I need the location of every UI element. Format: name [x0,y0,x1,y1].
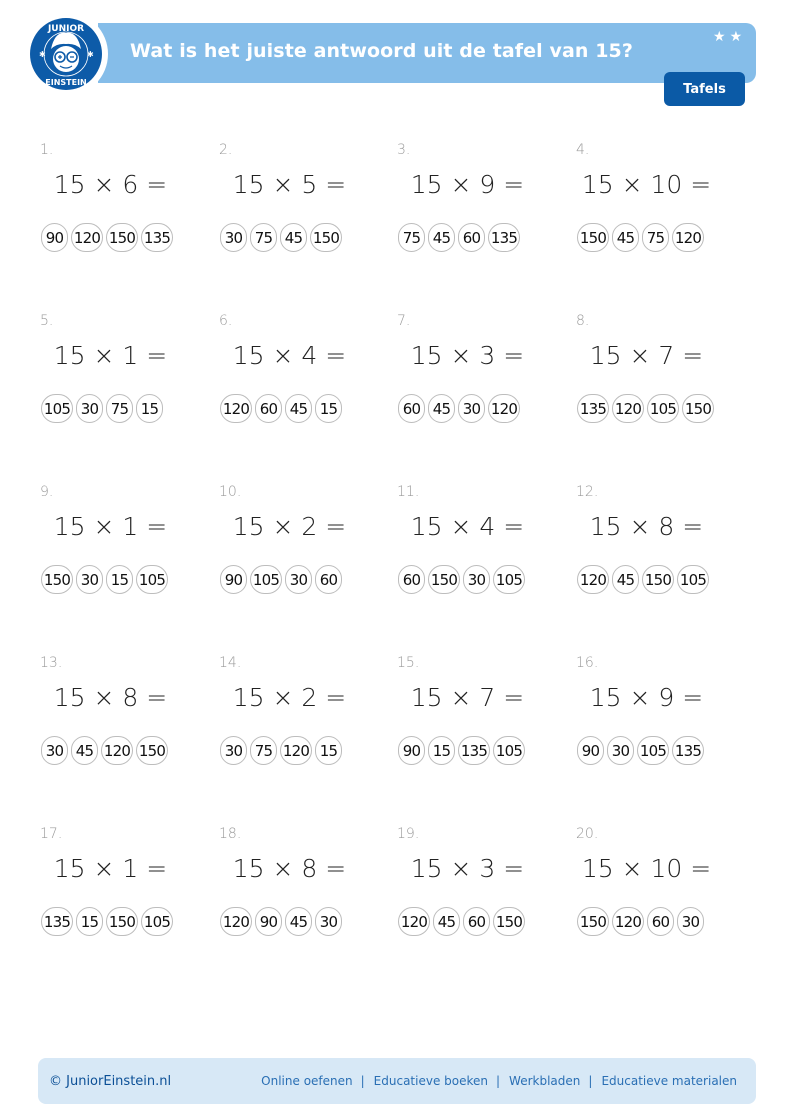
answer-choices [220,223,342,252]
exercise-equation: 15 × 2 = [232,683,347,712]
answer-choice-button[interactable]: 90 [577,736,604,765]
footer-link-educatieve-materialen[interactable]: Educatieve materialen [601,1074,737,1088]
exercise-number: 20. [576,826,599,842]
answer-choice-button[interactable]: 45 [71,736,98,765]
exercise-equation: 15 × 1 = [53,512,168,541]
answer-choices [577,394,714,423]
answer-choices [220,736,342,765]
answer-choice-button[interactable]: 30 [315,907,342,936]
exercise-equation: 15 × 4 = [410,512,525,541]
answer-choice-button[interactable]: 60 [398,565,425,594]
answer-choice-button[interactable]: 45 [612,565,639,594]
answer-choice-button[interactable]: 45 [285,907,312,936]
exercise-number: 16. [576,655,599,671]
answer-choice-button[interactable]: 75 [250,223,277,252]
answer-choice-button[interactable]: 75 [106,394,133,423]
exercise-item [574,480,752,640]
exercise-number: 9. [40,484,54,500]
footer-copyright: © JuniorEinstein.nl [49,1073,172,1089]
answer-choice-button[interactable]: 120 [612,394,644,423]
answer-choice-button[interactable]: 30 [677,907,704,936]
exercise-equation: 15 × 10 = [581,170,712,199]
answer-choice-button[interactable]: 30 [607,736,634,765]
answer-choice-button[interactable]: 135 [577,394,609,423]
exercise-number: 11. [397,484,420,500]
exercise-item [38,138,216,298]
answer-choice-button[interactable]: 120 [488,394,520,423]
svg-text:✱: ✱ [39,50,46,59]
answer-choice-button[interactable]: 15 [136,394,163,423]
answer-choice-button[interactable]: 60 [458,223,485,252]
footer [38,1058,756,1104]
answer-choice-button[interactable]: 30 [463,565,490,594]
answer-choice-button[interactable]: 75 [642,223,669,252]
answer-choice-button[interactable]: 90 [220,565,247,594]
answer-choice-button[interactable]: 45 [428,223,455,252]
page-title: Wat is het juiste antwoord uit de tafel van 15? [130,40,633,62]
footer-separator: | [496,1074,501,1088]
answer-choice-button[interactable]: 60 [647,907,674,936]
answer-choice-button[interactable]: 120 [71,223,103,252]
answer-choice-button[interactable]: 105 [493,565,525,594]
exercise-equation: 15 × 10 = [581,854,712,883]
exercise-item [574,138,752,298]
exercise-equation: 15 × 1 = [53,341,168,370]
exercise-item [38,651,216,811]
svg-text:JUNIOR: JUNIOR [47,24,85,34]
exercise-item [395,138,573,298]
exercise-equation: 15 × 9 = [589,683,704,712]
exercise-item [38,480,216,640]
svg-text:✱: ✱ [87,50,94,59]
exercise-number: 7. [397,313,411,329]
answer-choice-button[interactable]: 135 [41,907,73,936]
answer-choice-button[interactable]: 150 [41,565,73,594]
exercise-number: 4. [576,142,590,158]
answer-choice-button[interactable]: 15 [76,907,103,936]
answer-choice-button[interactable]: 45 [433,907,460,936]
answer-choices [398,565,525,594]
junior-einstein-logo-icon [29,17,103,91]
answer-choice-button[interactable]: 30 [220,223,247,252]
answer-choice-button[interactable]: 60 [255,394,282,423]
answer-choice-button[interactable]: 105 [637,736,669,765]
exercise-equation: 15 × 3 = [410,341,525,370]
exercise-item [217,651,395,811]
answer-choice-button[interactable]: 75 [250,736,277,765]
answer-choice-button[interactable]: 60 [463,907,490,936]
answer-choice-button[interactable]: 45 [428,394,455,423]
exercise-number: 13. [40,655,63,671]
answer-choice-button[interactable]: 30 [76,565,103,594]
exercise-item [574,309,752,469]
answer-choice-button[interactable]: 105 [647,394,679,423]
star-icon: ★ [713,28,726,44]
exercise-item [217,480,395,640]
exercise-equation: 15 × 7 = [410,683,525,712]
answer-choice-button[interactable]: 30 [76,394,103,423]
answer-choice-button[interactable]: 150 [577,907,609,936]
exercise-number: 10. [219,484,242,500]
answer-choice-button[interactable]: 150 [106,907,138,936]
answer-choice-button[interactable]: 30 [285,565,312,594]
footer-links [261,1074,737,1088]
answer-choice-button[interactable]: 30 [458,394,485,423]
answer-choice-button[interactable]: 90 [41,223,68,252]
footer-separator: | [588,1074,593,1088]
exercise-equation: 15 × 7 = [589,341,704,370]
answer-choice-button[interactable]: 150 [642,565,674,594]
exercise-item [217,138,395,298]
answer-choice-button[interactable]: 120 [220,907,252,936]
exercise-item [38,822,216,982]
answer-choice-button[interactable]: 150 [428,565,460,594]
answer-choice-button[interactable]: 15 [428,736,455,765]
answer-choice-button[interactable]: 60 [315,565,342,594]
footer-link-educatieve-boeken[interactable]: Educatieve boeken [373,1074,488,1088]
exercise-number: 18. [219,826,242,842]
answer-choice-button[interactable]: 105 [41,394,73,423]
difficulty-stars [713,28,742,44]
exercise-equation: 15 × 1 = [53,854,168,883]
exercise-equation: 15 × 8 = [589,512,704,541]
footer-link-online-oefenen[interactable]: Online oefenen [261,1074,353,1088]
answer-choice-button[interactable]: 30 [41,736,68,765]
exercise-item [574,651,752,811]
exercise-equation: 15 × 5 = [232,170,347,199]
exercise-number: 17. [40,826,63,842]
answer-choice-button[interactable]: 45 [280,223,307,252]
answer-choice-button[interactable]: 120 [280,736,312,765]
answer-choice-button[interactable]: 120 [612,907,644,936]
answer-choice-button[interactable]: 120 [220,394,252,423]
answer-choice-button[interactable]: 105 [250,565,282,594]
exercise-number: 12. [576,484,599,500]
exercise-number: 1. [40,142,54,158]
answer-choice-button[interactable]: 90 [255,907,282,936]
answer-choice-button[interactable]: 15 [315,394,342,423]
answer-choice-button[interactable]: 15 [106,565,133,594]
answer-choices [41,394,163,423]
exercise-number: 5. [40,313,54,329]
answer-choice-button[interactable]: 150 [577,223,609,252]
footer-separator: | [360,1074,365,1088]
answer-choices [220,394,342,423]
footer-link-werkbladen[interactable]: Werkbladen [509,1074,581,1088]
answer-choices [398,907,525,936]
answer-choice-button[interactable]: 150 [493,907,525,936]
answer-choice-button[interactable]: 15 [315,736,342,765]
exercise-item [38,309,216,469]
svg-text:EINSTEIN: EINSTEIN [45,78,87,87]
exercise-equation: 15 × 8 = [232,854,347,883]
answer-choices [220,907,342,936]
exercise-item [574,822,752,982]
exercise-number: 19. [397,826,420,842]
answer-choice-button[interactable]: 105 [677,565,709,594]
answer-choice-button[interactable]: 105 [493,736,525,765]
answer-choice-button[interactable]: 45 [285,394,312,423]
exercise-number: 6. [219,313,233,329]
answer-choices [398,394,520,423]
answer-choice-button[interactable]: 135 [458,736,490,765]
star-icon: ★ [729,28,743,44]
exercise-number: 14. [219,655,242,671]
answer-choices [398,736,525,765]
answer-choices [41,907,173,936]
answer-choices [577,907,704,936]
answer-choices [577,736,704,765]
answer-choice-button[interactable]: 45 [612,223,639,252]
answer-choices [220,565,342,594]
category-tag-button[interactable]: Tafels [664,72,745,106]
answer-choice-button[interactable]: 150 [106,223,138,252]
answer-choices [398,223,520,252]
exercise-equation: 15 × 4 = [232,341,347,370]
exercise-equation: 15 × 2 = [232,512,347,541]
answer-choice-button[interactable]: 75 [398,223,425,252]
answer-choice-button[interactable]: 90 [398,736,425,765]
answer-choice-button[interactable]: 120 [101,736,133,765]
answer-choices [41,736,168,765]
exercise-number: 2. [219,142,233,158]
exercise-item [217,822,395,982]
answer-choices [41,565,168,594]
answer-choices [577,565,709,594]
exercise-equation: 15 × 8 = [53,683,168,712]
answer-choices [41,223,173,252]
exercise-item [395,822,573,982]
exercise-item [395,480,573,640]
answer-choice-button[interactable]: 150 [310,223,342,252]
exercise-item [395,309,573,469]
answer-choice-button[interactable]: 135 [672,736,704,765]
exercise-number: 8. [576,313,590,329]
exercise-number: 3. [397,142,411,158]
answer-choice-button[interactable]: 60 [398,394,425,423]
answer-choice-button[interactable]: 120 [398,907,430,936]
exercise-item [395,651,573,811]
answer-choices [577,223,704,252]
answer-choice-button[interactable]: 150 [136,736,168,765]
exercise-equation: 15 × 9 = [410,170,525,199]
answer-choice-button[interactable]: 135 [141,223,173,252]
answer-choice-button[interactable]: 105 [136,565,168,594]
answer-choice-button[interactable]: 120 [672,223,704,252]
answer-choice-button[interactable]: 150 [682,394,714,423]
answer-choice-button[interactable]: 105 [141,907,173,936]
exercise-equation: 15 × 3 = [410,854,525,883]
answer-choice-button[interactable]: 135 [488,223,520,252]
exercise-equation: 15 × 6 = [53,170,168,199]
answer-choice-button[interactable]: 120 [577,565,609,594]
answer-choice-button[interactable]: 30 [220,736,247,765]
exercise-number: 15. [397,655,420,671]
exercise-item [217,309,395,469]
